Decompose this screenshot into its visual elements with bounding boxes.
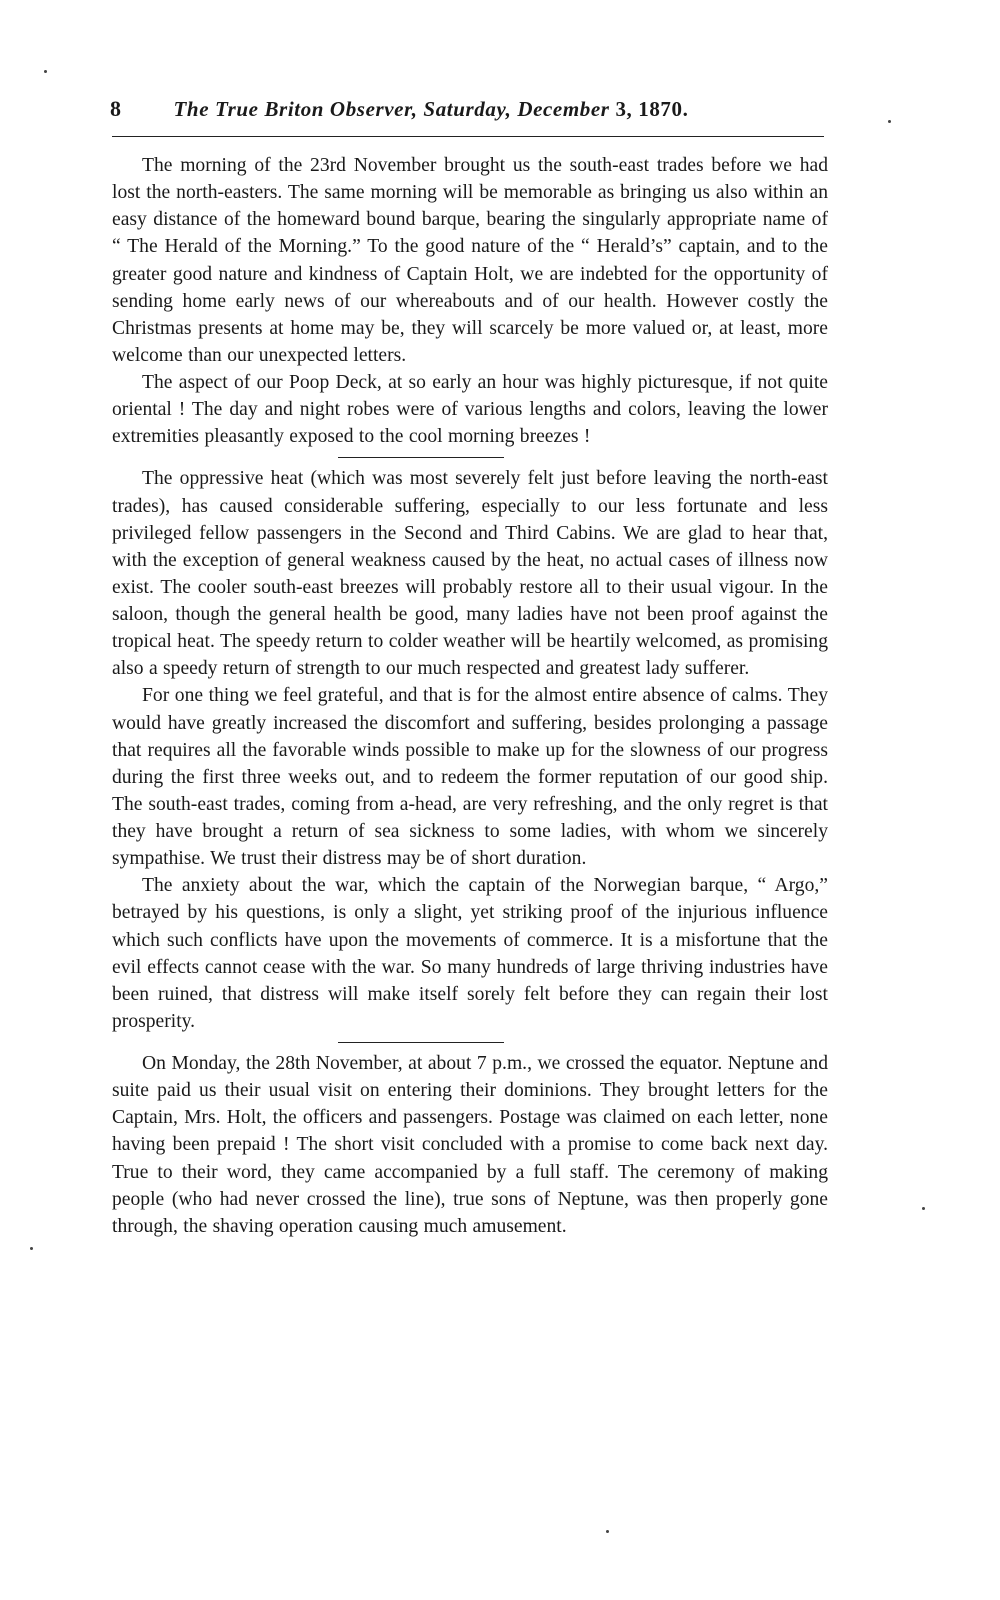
section-divider [338,457,504,458]
page-speck [922,1207,925,1210]
running-title-text: The True Briton Observer, Saturday, December [173,97,610,121]
page-speck [888,120,891,123]
paragraph: The anxiety about the war, which the captain of the Norwegian barque, “ Argo,” betrayed by his questions, is only a slight, yet striking proof of the injurious influence which such conflicts have upon the movements of commerce. It is a misfortune that the evil effects cannot cease with the war. So many hundreds of large thriving industries have been ruined, that distress will make itself sorely felt before they can regain their lost prosperity. [112,875,828,1032]
running-title-date: 3, 1870. [615,97,689,121]
page-speck [30,1247,33,1250]
header-divider [112,136,824,137]
paragraph: The aspect of our Poop Deck, at so early an hour was highly picturesque, if not quite oriental ! The day and night robes were of various lengths and colors, leaving the lower extremities pleasantly exposed to the cool morning breezes ! [112,372,828,448]
paragraph: For one thing we feel grateful, and that is for the almost entire absence of calms. They would have greatly increased the discomfort and suffering, besides prolonging a passage that requires all the favorable winds possible to make up for the slowness of our progress during the first three weeks out, and to redeem the former reputation of our good ship. The south-east trades, coming from a-head, are very refreshing, and the only regret is that they have brought a return of sea sickness to some ladies, with whom we sincerely sympathise. We trust their distress may be of short duration. [112,685,828,870]
page-header [110,96,822,122]
page-number: 8 [110,96,122,121]
section-divider [338,1042,504,1043]
running-title [174,97,689,122]
page-speck [44,70,47,73]
body-text-column [112,152,828,1240]
paragraph: On Monday, the 28th November, at about 7 p.m., we crossed the equator. Neptune and suite paid us their usual visit on entering their dominions. They brought letters for the Captain, Mrs. Holt, the officers and passengers. Postage was claimed on each letter, none having been prepaid ! The short visit concluded with a promise to come back next day. True to their word, they came accompanied by a full staff. The ceremony of making people (who had never crossed the line), true sons of Neptune, was then properly gone through, the shaving operation causing much amusement. [112,1053,828,1237]
page-speck [606,1530,609,1533]
paragraph: The morning of the 23rd November brought us the south-east trades before we had lost the north-easters. The same morning will be memorable as bringing us also within an easy distance of the homeward bound barque, bearing the singularly appropriate name of “ The Herald of the Morning.” To the good nature of the “ Herald’s” captain, and to the greater good nature and kindness of Captain Holt, we are indebted for the opportunity of sending home early news of our whereabouts and of our health. However costly the Christmas presents at home may be, they will scarcely be more valued or, at least, more welcome than our unexpected letters. [112,155,828,366]
paragraph: The oppressive heat (which was most severely felt just before leaving the north-east trades), has caused considerable suffering, especially to our less fortunate and less privileged fellow passengers in the Second and Third Cabins. We are glad to hear that, with the exception of general weakness caused by the heat, no actual cases of illness now exist. The cooler south-east breezes will probably restore all to their usual vigour. In the saloon, though the general health be good, many ladies have not been proof against the tropical heat. The speedy return to colder weather will be heartily welcomed, as promising also a speedy return of strength to our much respected and greatest lady sufferer. [112,468,828,680]
